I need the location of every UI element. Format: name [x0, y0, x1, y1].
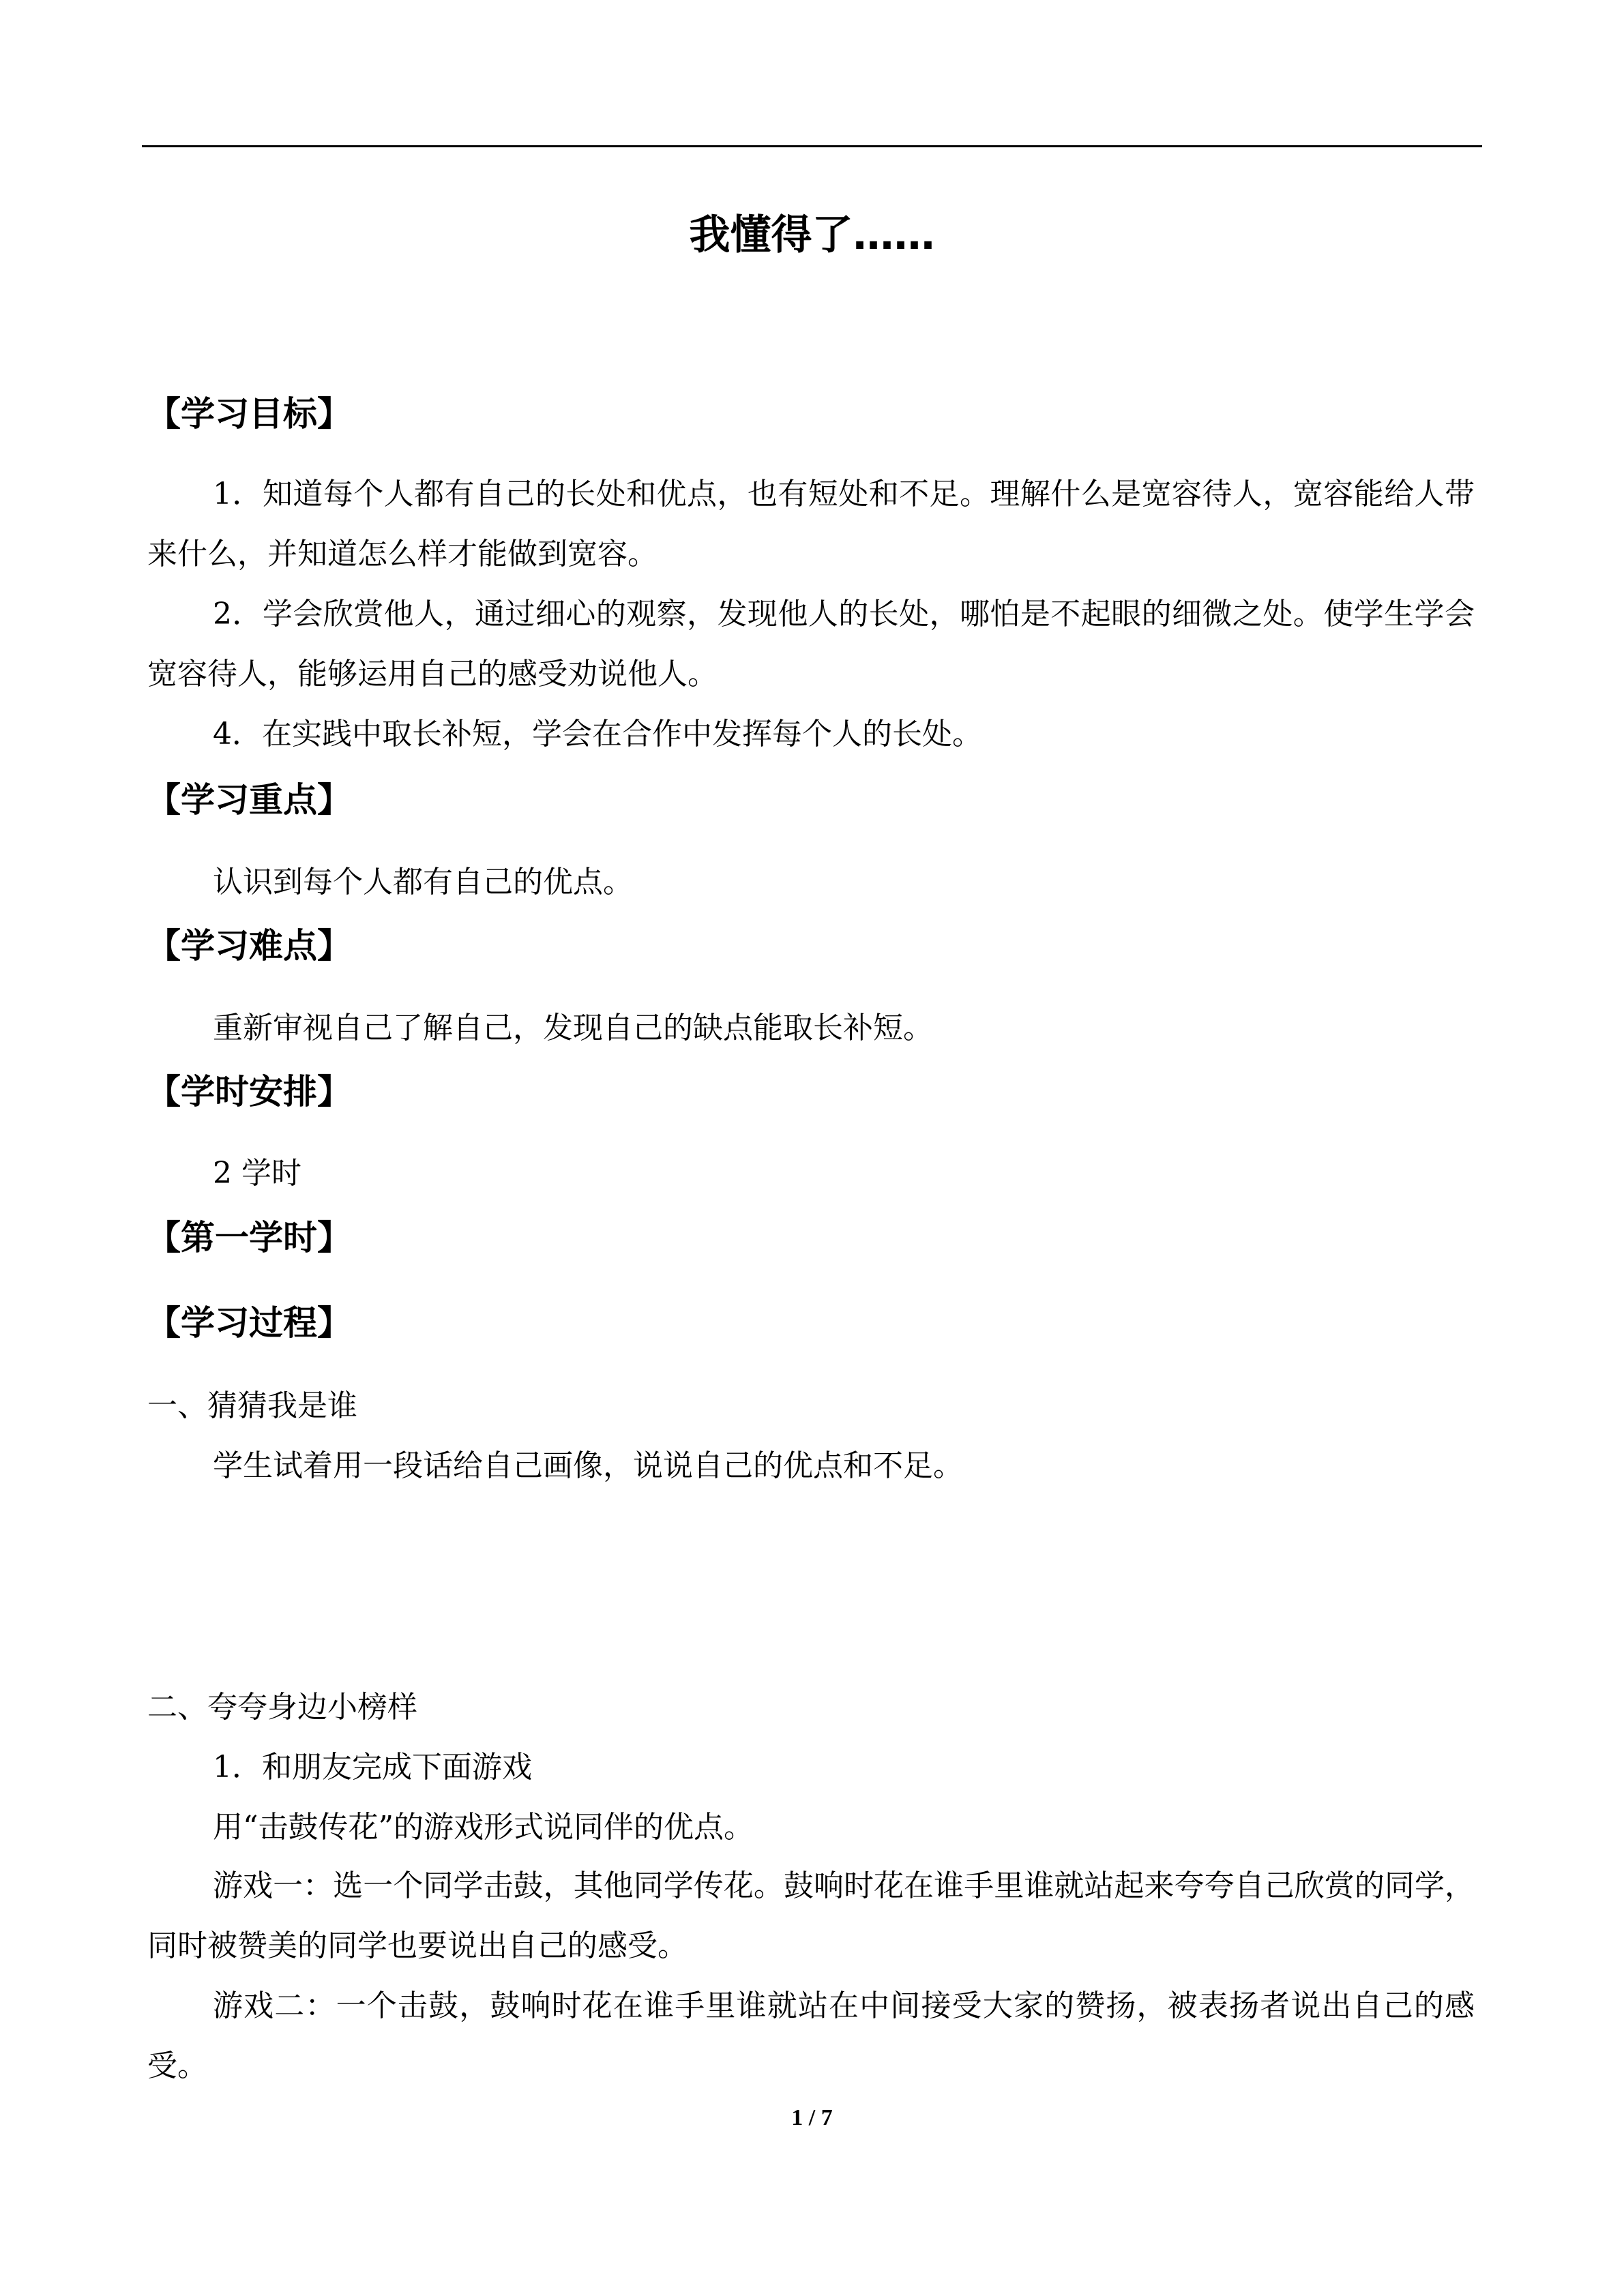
game-one-text: 游戏一：选一个同学击鼓，其他同学传花。鼓响时花在谁手里谁就站起来夸夸自己欣赏的同学，同时被赞美的同学也要说出自己的感受。 — [147, 1868, 1475, 1963]
header-rule — [142, 145, 1482, 147]
page-title: 我懂得了…… — [689, 211, 935, 259]
part2-intro: 用“击鼓传花”的游戏形式说同伴的优点。 — [213, 1810, 754, 1845]
part1-title: 一、猜猜我是谁 — [147, 1388, 357, 1423]
first-period-heading: 【第一学时】 — [147, 1218, 351, 1257]
page-indicator: 1 / 7 — [791, 2105, 833, 2130]
key-points-heading: 【学习重点】 — [147, 780, 351, 820]
game-two-text: 游戏二：一个击鼓，鼓响时花在谁手里谁就站在中间接受大家的赞扬，被表扬者说出自己的感受。 — [147, 1988, 1475, 2083]
goal-item-1: 1．知道每个人都有自己的长处和优点，也有短处和不足。理解什么是宽容待人，宽容能给人带来什么，并知道怎么样才能做到宽容。 — [147, 477, 1475, 571]
schedule-heading: 【学时安排】 — [147, 1072, 351, 1112]
goal-item-2: 2．学会欣赏他人，通过细心的观察，发现他人的长处，哪怕是不起眼的细微之处。使学生学会宽容待人，能够运用自己的感受劝说他人。 — [147, 597, 1475, 691]
difficulties-heading: 【学习难点】 — [147, 926, 351, 966]
part2-title: 二、夸夸身边小榜样 — [147, 1690, 417, 1725]
goals-heading: 【学习目标】 — [147, 394, 351, 434]
part2-subtitle: 1．和朋友完成下面游戏 — [213, 1750, 532, 1785]
part1-text: 学生试着用一段话给自己画像，说说自己的优点和不足。 — [213, 1448, 963, 1483]
difficulties-text: 重新审视自己了解自己，发现自己的缺点能取长补短。 — [213, 1011, 933, 1045]
key-points-text: 认识到每个人都有自己的优点。 — [213, 865, 633, 899]
process-heading: 【学习过程】 — [147, 1303, 351, 1343]
schedule-text: 2 学时 — [213, 1156, 301, 1191]
goal-item-3: 4．在实践中取长补短，学会在合作中发挥每个人的长处。 — [213, 717, 982, 751]
